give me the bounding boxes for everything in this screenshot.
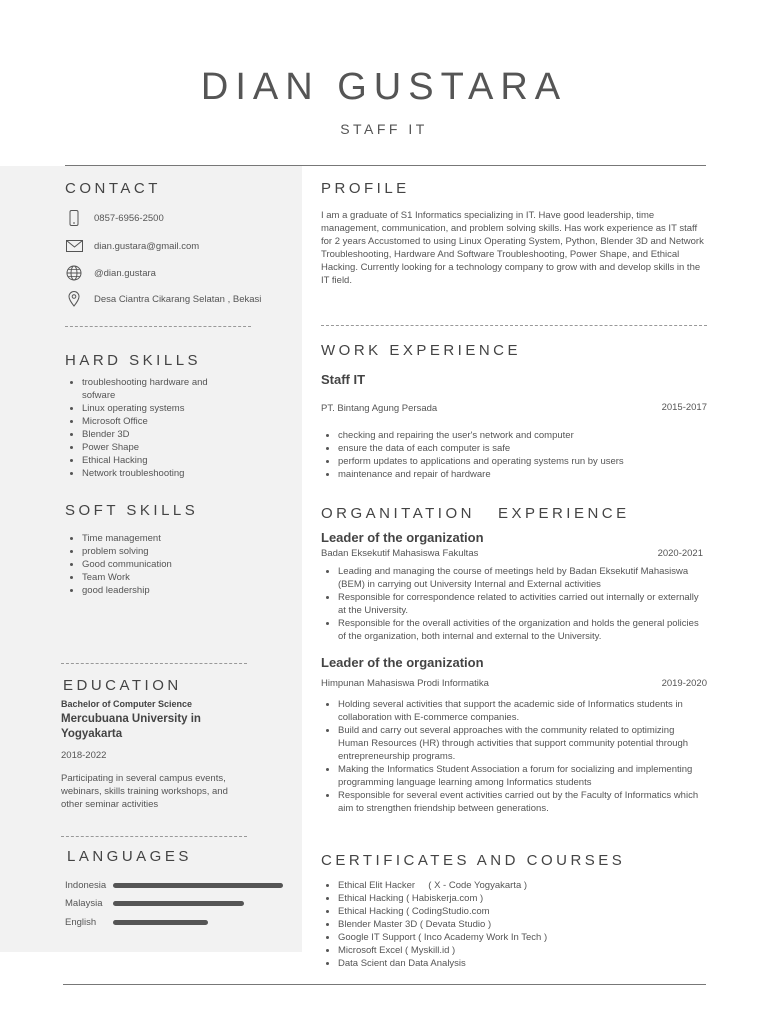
education-degree: Bachelor of Computer Science	[61, 699, 193, 709]
location-pin-icon	[65, 291, 83, 307]
organization-heading: ORGANITATION EXPERIENCE	[321, 505, 630, 522]
list-item: Microsoft Office	[65, 415, 235, 428]
skills-divider	[61, 663, 247, 664]
mail-icon	[65, 238, 83, 254]
job-title: STAFF IT	[340, 121, 428, 137]
org-name: Badan Eksekutif Mahasiswa Fakultas	[321, 548, 479, 559]
contact-heading: CONTACT	[65, 180, 161, 197]
list-item: Ethical Hacking ( CodingStudio.com	[321, 905, 707, 918]
list-item: Network troubleshooting	[65, 467, 235, 480]
list-item: Ethical Hacking ( Habiskerja.com )	[321, 892, 707, 905]
certificates-list	[321, 879, 707, 970]
email-text[interactable]: dian.gustara@gmail.com	[94, 240, 200, 252]
profile-text: I am a graduate of S1 Informatics specializing in IT. Have good leadership, time management, communication, and problem solving skills. Has work experience as IT staff for 2 years Accustomed to using Linux Operating System, Python, Blender 3D and Network Troubleshooting, Hardware And Software Troubleshooting, Power Shape, and Ethical Hacking. Currently looking for a technology company to grow with and develop skills in the IT field.	[321, 210, 704, 286]
phone-icon	[65, 210, 83, 226]
phone-text[interactable]: 0857-6956-2500	[94, 212, 164, 224]
list-item: ensure the data of each computer is safe	[321, 442, 707, 455]
soft-skills-heading: SOFT SKILLS	[65, 502, 199, 519]
org-name: Himpunan Mahasiswa Prodi Informatika	[321, 678, 489, 689]
org-role: Leader of the organization	[321, 530, 484, 545]
org-duties-list	[321, 698, 707, 815]
list-item: Ethical Hacking	[65, 454, 235, 467]
work-heading: WORK EXPERIENCE	[321, 342, 522, 359]
certificates-heading: CERTIFICATES AND COURSES	[321, 852, 626, 869]
list-item: troubleshooting hardware and sofware	[65, 376, 235, 402]
profile-divider	[321, 325, 707, 326]
language-name: English	[65, 917, 97, 928]
list-item: Build and carry out several approaches with the community related to optimizing Human Resources (HR) through activities that support community potential through entrepreneurship programs.	[321, 724, 707, 763]
list-item: Good communication	[65, 558, 265, 571]
hard-skills-heading: HARD SKILLS	[65, 352, 202, 369]
list-item: maintenance and repair of hardware	[321, 468, 707, 481]
header-divider	[65, 165, 706, 166]
address-text: Desa Ciantra Cikarang Selatan , Bekasi	[94, 293, 262, 305]
work-role: Staff IT	[321, 372, 366, 387]
list-item: Responsible for the overall activities of the organization and holds the general policies of the organization, both internal and external to the University.	[321, 617, 707, 643]
hard-skills-list	[65, 376, 235, 480]
org-years: 2020-2021	[657, 548, 703, 559]
list-item: Ethical Elit Hacker ( X - Code Yogyakarta )	[321, 879, 707, 892]
org-years: 2019-2020	[661, 678, 707, 689]
list-item: Microsoft Excel ( Myskill.id )	[321, 944, 707, 957]
list-item: problem solving	[65, 545, 265, 558]
list-item: Holding several activities that support the academic side of Informatics students in collaboration with E-commerce companies.	[321, 698, 707, 724]
footer-divider	[63, 984, 706, 985]
org-role: Leader of the organization	[321, 655, 484, 670]
list-item: Making the Informatics Student Association a forum for socializing and implementing programming language learning among Informatics students	[321, 763, 707, 789]
list-item: Leading and managing the course of meetings held by Badan Eksekutif Mahasiswa (BEM) in carrying out University Internal and External activities	[321, 565, 707, 591]
list-item: checking and repairing the user's network and computer	[321, 429, 707, 442]
list-item: Time management	[65, 532, 265, 545]
resume-name: DIAN GUSTARA	[200, 66, 568, 108]
work-years: 2015-2017	[661, 402, 707, 413]
profile-heading: PROFILE	[321, 180, 410, 197]
social-text[interactable]: @dian.gustara	[94, 267, 156, 279]
soft-skills-list	[65, 532, 265, 597]
list-item: Blender Master 3D ( Devata Studio )	[321, 918, 707, 931]
language-row	[65, 917, 208, 928]
list-item: perform updates to applications and operating systems run by users	[321, 455, 707, 468]
globe-icon	[65, 265, 83, 281]
language-level-bar	[113, 901, 244, 906]
list-item: Power Shape	[65, 441, 235, 454]
education-divider	[61, 836, 247, 837]
language-row	[65, 880, 283, 891]
languages-heading: LANGUAGES	[67, 848, 192, 865]
contact-address	[65, 291, 261, 307]
list-item: Google IT Support ( Inco Academy Work In Tech )	[321, 931, 707, 944]
education-description: Participating in several campus events, webinars, skills training workshops, and other seminar activities	[61, 773, 228, 810]
contact-phone	[65, 210, 164, 226]
education-school: Mercubuana University in Yogyakarta	[61, 713, 201, 740]
list-item: Blender 3D	[65, 428, 235, 441]
list-item: Responsible for correspondence related to activities carried out internally or externally at the University.	[321, 591, 707, 617]
contact-divider	[65, 326, 251, 327]
list-item: Linux operating systems	[65, 402, 235, 415]
list-item: Data Scient dan Data Analysis	[321, 957, 707, 970]
language-row	[65, 898, 244, 909]
language-level-bar	[113, 920, 208, 925]
language-name: Indonesia	[65, 880, 107, 891]
work-company: PT. Bintang Agung Persada	[321, 403, 438, 414]
contact-email	[65, 238, 199, 254]
list-item: Team Work	[65, 571, 265, 584]
education-heading: EDUCATION	[63, 677, 182, 694]
contact-social	[65, 265, 156, 281]
list-item: Responsible for several event activities carried out by the Faculty of Informatics which aim to strengthen friendship between generations.	[321, 789, 707, 815]
education-years: 2018-2022	[61, 750, 107, 761]
language-name: Malaysia	[65, 898, 103, 909]
work-duties-list	[321, 429, 707, 481]
list-item: good leadership	[65, 584, 265, 597]
org-duties-list	[321, 565, 707, 643]
language-level-bar	[113, 883, 283, 888]
